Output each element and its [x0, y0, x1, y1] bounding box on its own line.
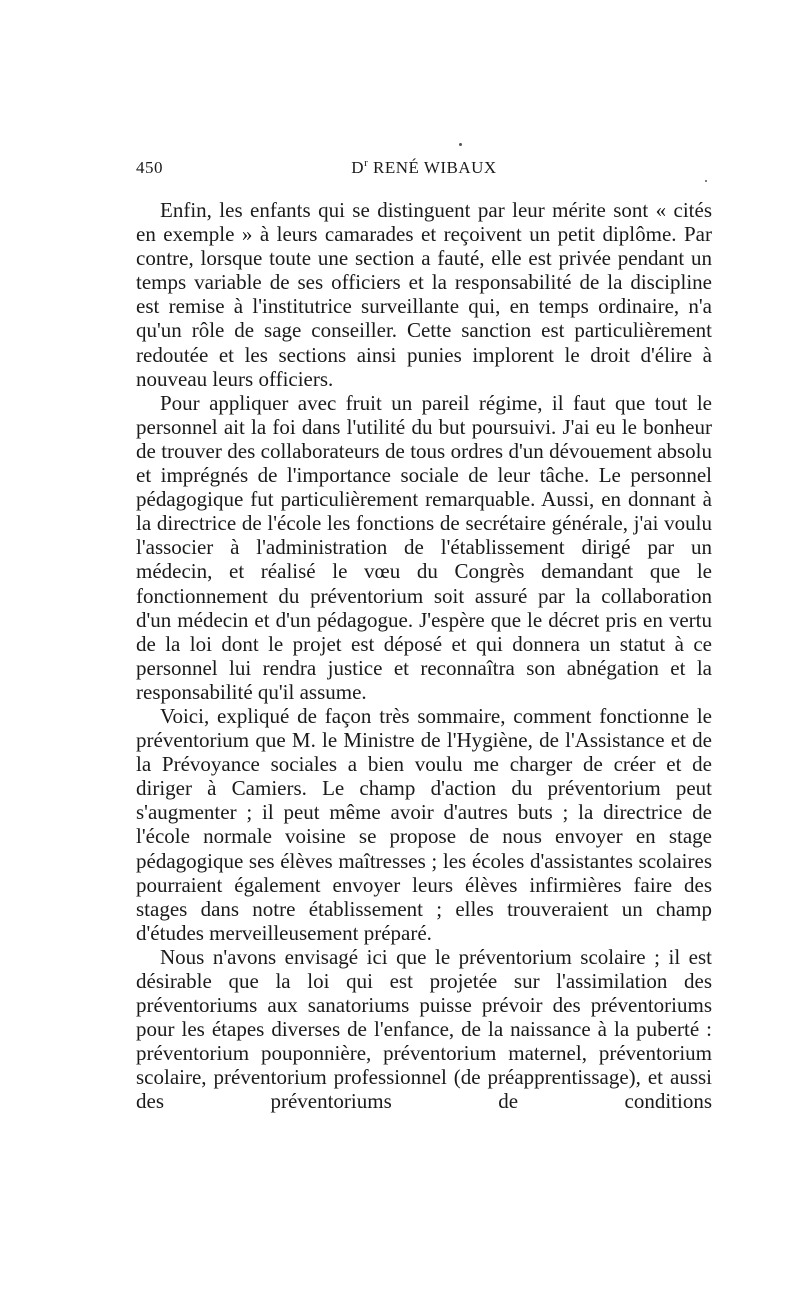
page-header	[136, 158, 712, 184]
body-text	[136, 198, 712, 1114]
author-name: RENÉ WIBAUX	[373, 158, 497, 177]
paragraph-4: Nous n'avons envisagé ici que le préventorium scolaire ; il est désirable que la loi qui est projetée sur l'assimilation des préventoriums aux sanatoriums puisse prévoir des préventoriums pour les étapes diverses de l'enfance, de la naissance à la puberté : préventorium pouponnière, préventorium maternel, préventorium scolaire, préventorium professionnel (de préapprentissage), et aussi des préventoriums de conditions	[136, 944, 712, 1114]
print-speck	[459, 143, 462, 146]
paragraph-1: Enfin, les enfants qui se distinguent par leur mérite sont « cités en exemple » à leurs camarades et reçoivent un petit diplôme. Par contre, lorsque toute une section a fauté, elle est privée pendant un temps variable de ses officiers et la responsabilité de la discipline est remise à l'institutrice surveillante qui, en temps ordinaire, n'a qu'un rôle de sage conseiller. Cette sanction est particulièrement redoutée et les sections ainsi punies implorent le droit d'élire à nouveau leurs officiers.	[136, 198, 712, 391]
running-head	[136, 158, 712, 178]
paragraph-3: Voici, expliqué de façon très sommaire, comment fonctionne le préventorium que M. le Ministre de l'Hygiène, de l'Assistance et de la Prévoyance sociales a bien voulu me charger de créer et de diriger à Camiers. Le champ d'action du préventorium peut s'augmenter ; il peut même avoir d'autres buts ; la directrice de l'école normale voisine se propose de nous envoyer en stage pédagogique ses élèves maîtresses ; les écoles d'assistantes scolaires pourraient également envoyer leurs élèves infirmières faire des stages dans notre établissement ; elles trouveraient un champ d'études merveilleusement préparé.	[136, 703, 712, 945]
author-suffix: r	[364, 157, 369, 169]
paragraph-2: Pour appliquer avec fruit un pareil régime, il faut que tout le personnel ait la foi dans l'utilité du but poursuivi. J'ai eu le bonheur de trouver des collaborateurs de tous ordres d'un dévouement absolu et imprégnés de l'importance sociale de leur tâche. Le personnel pédagogique fut particulièrement remarquable. Aussi, en donnant à la directrice de l'école les fonctions de secrétaire générale, j'ai voulu l'associer à l'administration de l'établissement dirigé par un médecin, et réalisé le vœu du Congrès demandant que le fonctionnement du préventorium soit assuré par la collaboration d'un médecin et d'un pédagogue. J'espère que le décret pris en vertu de la loi dont le projet est déposé et qui donnera un statut à ce personnel lui rendra justice et reconnaîtra son abnégation et la responsabilité qu'il assume.	[136, 390, 712, 704]
page-number: 450	[136, 158, 163, 177]
author-prefix: D	[351, 158, 365, 177]
